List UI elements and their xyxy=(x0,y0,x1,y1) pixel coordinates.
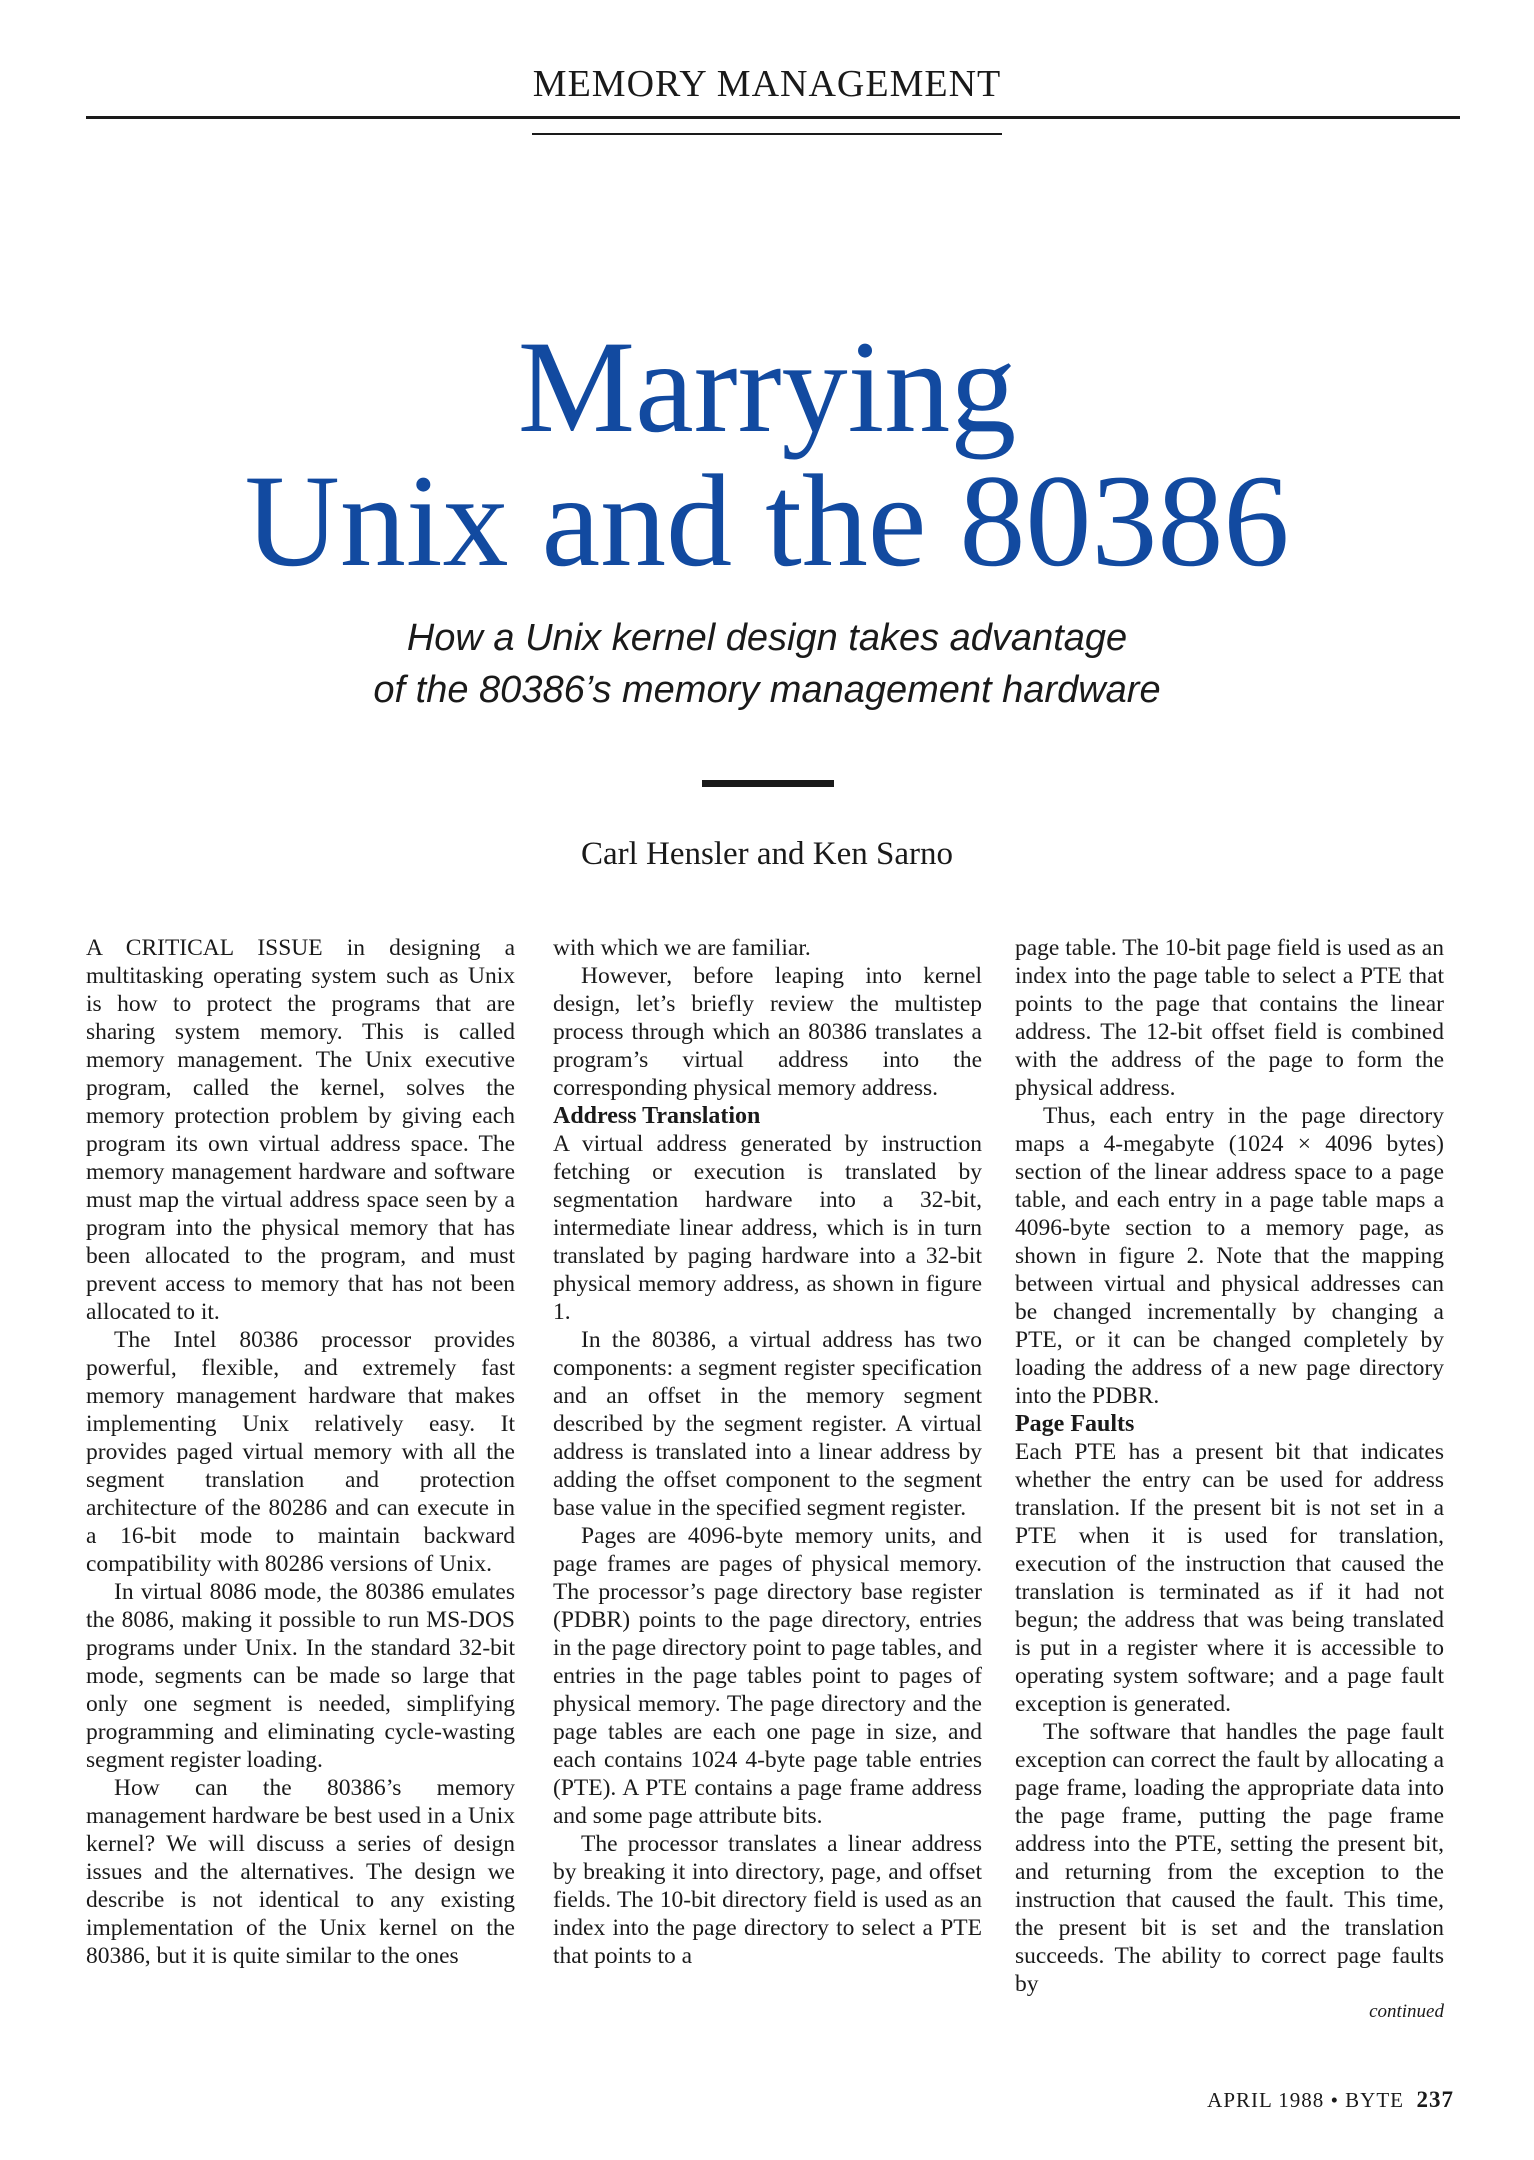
paragraph: The processor translates a linear address by breaking it into directory, page, and offset fields. The 10-bit directory field is used as an index into the page directory to select a PTE that points to a xyxy=(553,1831,982,1969)
column-2 xyxy=(553,934,982,1970)
paragraph: In the 80386, a virtual address has two components: a segment register specification and an offset in the memory segment described by the segment register. A virtual address is translated into a linear address by adding the offset component to the segment base value in the specified segment register. xyxy=(553,1327,982,1521)
page-number: 237 xyxy=(1416,2087,1454,2112)
byline: Carl Hensler and Ken Sarno xyxy=(580,836,954,872)
article-subtitle xyxy=(0,612,1534,716)
section-header: MEMORY MANAGEMENT xyxy=(532,63,1002,105)
header-underline xyxy=(532,133,1002,135)
paragraph: In virtual 8086 mode, the 80386 emulates the 8086, making it possible to run MS-DOS programs under Unix. In the standard 32-bit mode, segments can be made so large that only one segment is needed, simplifying programming and eliminating cycle-wasting segment register loading. xyxy=(86,1579,515,1773)
paragraph: with which we are familiar. xyxy=(553,935,811,961)
subtitle-line-1: How a Unix kernel design takes advantage xyxy=(406,617,1128,659)
column-3 xyxy=(1015,934,1444,2026)
paragraph: A virtual address generated by instruction fetching or execution is translated by segmentation hardware into a 32-bit, intermediate linear address, which is in turn translated by paging hardware into a 32-bit physical memory address, as shown in figure 1. xyxy=(553,1131,982,1325)
footer-date: APRIL 1988 xyxy=(1207,2088,1325,2112)
title-line-1: Marrying xyxy=(517,313,1017,460)
paragraph: A CRITICAL ISSUE in designing a multitasking operating system such as Unix is how to protect the programs that are sharing system memory. This is called memory management. The Unix executive program, called the kernel, solves the memory protection problem by giving each program its own virtual address space. The memory management hardware and software must map the virtual address space seen by a program into the physical memory that has been allocated to the program, and must prevent access to memory that has not been allocated to it. xyxy=(86,935,515,1325)
paragraph: Pages are 4096-byte memory units, and page frames are pages of physical memory. The processor’s page directory base register (PDBR) points to the page directory, entries in the page directory point to page tables, and entries in the page tables point to pages of physical memory. The page directory and the page tables are each one page in size, and each contains 1024 4-byte page table entries (PTE). A PTE contains a page frame address and some page attribute bits. xyxy=(553,1523,982,1829)
paragraph: The software that handles the page fault exception can correct the fault by allocating a page frame, loading the appropriate data into the page frame, putting the page frame address into the PTE, setting the present bit, and returning from the exception to the instruction that caused the fault. This time, the present bit is set and the translation succeeds. The ability to correct page faults by xyxy=(1015,1719,1444,1997)
subheading-address-translation: Address Translation xyxy=(553,1103,761,1129)
subtitle-line-2: of the 80386’s memory management hardware xyxy=(373,669,1161,711)
divider-bar xyxy=(702,780,834,787)
page-footer xyxy=(1100,2087,1454,2113)
continued-label: continued xyxy=(1369,2001,1444,2022)
paragraph: The Intel 80386 processor provides powerful, flexible, and extremely fast memory management hardware that makes implementing Unix relatively easy. It provides paged virtual memory with all the segment translation and protection architecture of the 80286 and can execute in a 16-bit mode to maintain backward compatibility with 80286 versions of Unix. xyxy=(86,1327,515,1577)
paragraph: page table. The 10-bit page field is used as an index into the page table to select a PTE that points to the page that contains the linear address. The 12-bit offset field is combined with the address of the page to form the physical address. xyxy=(1015,935,1444,1101)
title-line-2: Unix and the 80386 xyxy=(244,447,1290,594)
paragraph: Each PTE has a present bit that indicates whether the entry can be used for address translation. If the present bit is not set in a PTE when it is used for translation, execution of the instruction that caused the translation is terminated as if it had not begun; the address that was being translated is put in a register where it is accessible to operating system software; and a page fault exception is generated. xyxy=(1015,1439,1444,1717)
paragraph: Thus, each entry in the page directory maps a 4-megabyte (1024 × 4096 bytes) section of the linear address space to a page table, and each entry in a page table maps a 4096-byte section to a memory page, as shown in figure 2. Note that the mapping between virtual and physical addresses can be changed incrementally by changing a PTE, or it can be changed completely by loading the address of a new page directory into the PDBR. xyxy=(1015,1103,1444,1409)
article-title xyxy=(0,313,1534,594)
column-1 xyxy=(86,934,515,1970)
subheading-page-faults: Page Faults xyxy=(1015,1411,1135,1437)
footer-separator: • xyxy=(1330,2088,1339,2112)
paragraph: However, before leaping into kernel design, let’s briefly review the multistep process through which an 80386 translates a program’s virtual address into the corresponding physical memory address. xyxy=(553,963,982,1101)
header-rule xyxy=(86,116,1460,119)
paragraph: How can the 80386’s memory management hardware be best used in a Unix kernel? We will discuss a series of design issues and the alternatives. The design we describe is not identical to any existing implementation of the Unix kernel on the 80386, but it is quite similar to the ones xyxy=(86,1775,515,1969)
footer-magazine: BYTE xyxy=(1345,2088,1404,2112)
